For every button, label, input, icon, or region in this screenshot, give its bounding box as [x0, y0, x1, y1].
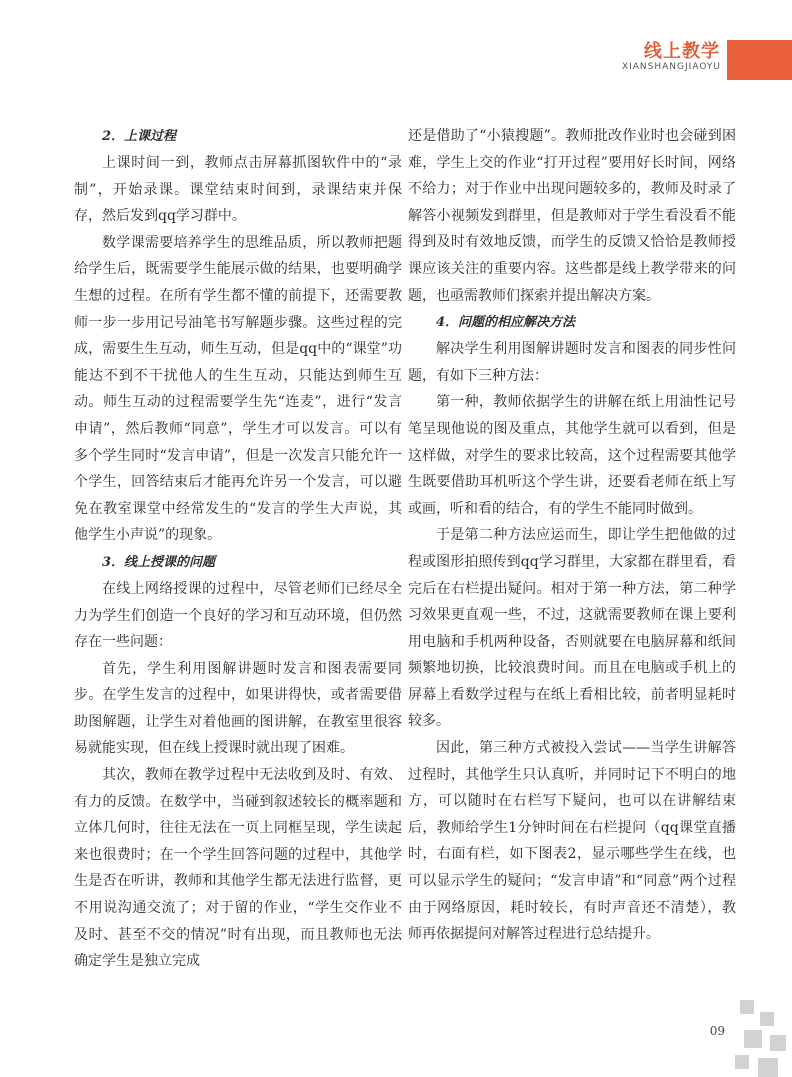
corner-decoration — [760, 1012, 774, 1026]
section-heading: 3．线上授课的问题 — [102, 554, 216, 570]
body-paragraph: 数学课需要培养学生的思维品质，所以教师把题给学生后，既需要学生能展示做的结果，也要明确学生想的过程。在所有学生都不懂的前提下，还需要教师一步一步用记号油笔书写解题步骤。这些过程的完成，需要生生互动，师生互动，但是qq中的“课堂”功能达不到不干扰他人的生生互动，只能达到师生互动。师生互动的过程需要学生先“连麦”，进行“发言申请”，然后教师“同意”，学生才可以发言。可以有多个学生同时“发言申请”，但是一次发言只能允许一个学生，回答结束后才能再允许另一个发言，可以避免在教室课堂中经常发生的“发言的学生大声说，其他学生小声说”的现象。 — [74, 234, 402, 544]
corner-decoration — [735, 1055, 749, 1069]
left-column — [74, 123, 402, 975]
corner-decoration — [770, 1035, 786, 1051]
body-paragraph: 首先，学生利用图解讲题时发言和图表需要同步。在学生发言的过程中，如果讲得快，或者需要借助图解题，让学生对着他画的图讲解，在教室里很容易就能实现，但在线上授课时就出现了困难。 — [74, 660, 402, 757]
page-number: 09 — [709, 1024, 725, 1038]
corner-decoration — [744, 1030, 762, 1048]
body-paragraph: 上课时间一到，教师点击屏幕抓图软件中的“录制”，开始录课。课堂结束时间到，录课结束并保存，然后发到qq学习群中。 — [74, 155, 402, 225]
corner-decoration — [740, 1000, 754, 1014]
section-title: 线上教学 — [644, 41, 720, 62]
section-heading: 4．问题的相应解决方法 — [436, 315, 576, 331]
body-paragraph: 还是借助了“小猿搜题”。教师批改作业时也会碰到困难，学生上交的作业“打开过程”要用好长时间，网络不给力；对于作业中出现问题较多的，教师及时录了解答小视频发到群里，但是教师对于学生看没看不能得到及时有效地反馈，而学生的反馈又恰恰是教师授课应该关注的重要内容。这些都是线上教学带来的问题，也亟需教师们探索并提出解决方案。 — [408, 128, 736, 304]
section-subtitle: XIANSHANGJIAOYU — [621, 62, 721, 72]
accent-bar — [727, 40, 792, 80]
body-paragraph: 因此，第三种方式被投入尝试——当学生讲解答过程时，其他学生只认真听，并同时记下不明白的地方，可以随时在右栏写下疑问，也可以在讲解结束后，教师给学生1分钟时间在右栏提问（qq课堂直播时，右面有栏，如下图表2，显示哪些学生在线，也可以显示学生的疑问；“发言申请”和“同意”两个过程由于网络原因，耗时较长，有时声音还不清楚），教师再依据提问对解答过程进行总结提升。 — [408, 740, 736, 943]
body-paragraph: 于是第二种方法应运而生，即让学生把他做的过程或图形拍照传到qq学习群里，大家都在群里看，看完后在右栏提出疑问。相对于第一种方法，第二种学习效果更直观一些，不过，这就需要教师在课上要利用电脑和手机两种设备，否则就要在电脑屏幕和纸间频繁地切换，比较浪费时间。而且在电脑或手机上的屏幕上看数学过程与在纸上看相比较，前者明显耗时较多。 — [408, 527, 736, 730]
body-paragraph: 解决学生利用图解讲题时发言和图表的同步性问题，有如下三种方法： — [408, 341, 736, 384]
section-heading: 2．上课过程 — [102, 129, 177, 144]
corner-decoration — [758, 1058, 778, 1077]
body-paragraph: 其次，教师在教学过程中无法收到及时、有效、有力的反馈。在数学中，当碰到叙述较长的概率题和立体几何时，往往无法在一页上同框呈现，学生读起来也很费时；在一个学生回答问题的过程中，其他学生是否在听讲，教师和其他学生都无法进行监督，更不用说沟通交流了；对于留的作业，“学生交作业不及时、甚至不交的情况”时有出现，而且教师也无法确定学生是独立完成 — [74, 767, 402, 970]
body-paragraph: 第一种，教师依据学生的讲解在纸上用油性记号笔呈现他说的图及重点，其他学生就可以看到，但是这样做，对学生的要求比较高，这个过程需要其他学生既要借助耳机听这个学生讲，还要看老师在纸上写或画，听和看的结合，有的学生不能同时做到。 — [408, 394, 736, 517]
body-paragraph: 在线上网络授课的过程中，尽管老师们已经尽全力为学生们创造一个良好的学习和互动环境，但仍然存在一些问题： — [74, 580, 402, 651]
right-column — [408, 123, 736, 948]
